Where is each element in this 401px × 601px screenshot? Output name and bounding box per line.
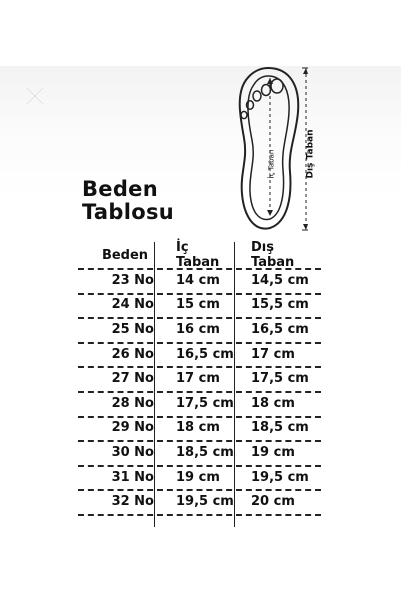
row-separator xyxy=(78,514,321,516)
size-cell: 24 No xyxy=(111,297,154,313)
table-row xyxy=(78,440,321,465)
foot-diagram xyxy=(228,64,316,234)
size-cell: 23 No xyxy=(111,272,154,288)
outer-cell: 19 cm xyxy=(251,444,295,460)
outer-cell: 17 cm xyxy=(251,346,295,362)
close-icon xyxy=(22,83,48,109)
header-size: Beden xyxy=(101,247,149,263)
inner-cell: 16 cm xyxy=(176,321,220,337)
title-line-1: Beden xyxy=(82,177,158,201)
table-row xyxy=(78,268,321,293)
size-cell: 29 No xyxy=(111,420,154,436)
table-row xyxy=(78,489,321,514)
outer-cell: 19,5 cm xyxy=(251,469,309,485)
inner-cell: 18,5 cm xyxy=(176,444,234,460)
size-cell: 30 No xyxy=(111,444,154,460)
inner-cell: 18 cm xyxy=(176,420,220,436)
outer-cell: 17,5 cm xyxy=(251,371,309,387)
table-row xyxy=(78,342,321,367)
table-row xyxy=(78,366,321,391)
inner-cell: 19,5 cm xyxy=(176,494,234,510)
table-row xyxy=(78,465,321,490)
inner-cell: 15 cm xyxy=(176,297,220,313)
size-cell: 32 No xyxy=(111,494,154,510)
outer-sole-label: Dış Taban xyxy=(305,129,316,179)
size-cell: 27 No xyxy=(111,371,154,387)
header-outer: Dış Taban xyxy=(251,240,295,270)
size-table xyxy=(78,242,321,514)
table-row xyxy=(78,416,321,441)
outer-cell: 18,5 cm xyxy=(251,420,309,436)
outer-cell: 16,5 cm xyxy=(251,321,309,337)
table-row xyxy=(78,293,321,318)
inner-cell: 14 cm xyxy=(176,272,220,288)
size-cell: 28 No xyxy=(111,395,154,411)
outer-cell: 20 cm xyxy=(251,494,295,510)
top-bar xyxy=(0,0,401,66)
size-cell: 31 No xyxy=(111,469,154,485)
inner-cell: 17 cm xyxy=(176,371,220,387)
outer-cell: 15,5 cm xyxy=(251,297,309,313)
size-cell: 26 No xyxy=(111,346,154,362)
title-line-2: Tablosu xyxy=(82,200,174,224)
inner-cell: 19 cm xyxy=(176,469,220,485)
table-header xyxy=(78,242,321,268)
outer-cell: 14,5 cm xyxy=(251,272,309,288)
outer-cell: 18 cm xyxy=(251,395,295,411)
size-cell: 25 No xyxy=(111,321,154,337)
table-row xyxy=(78,317,321,342)
inner-cell: 16,5 cm xyxy=(176,346,234,362)
close-button[interactable] xyxy=(22,83,48,109)
header-inner: İç Taban xyxy=(176,240,220,270)
page-title xyxy=(82,178,174,224)
inner-sole-label: İç Taban xyxy=(267,149,276,179)
inner-cell: 17,5 cm xyxy=(176,395,234,411)
table-row xyxy=(78,391,321,416)
